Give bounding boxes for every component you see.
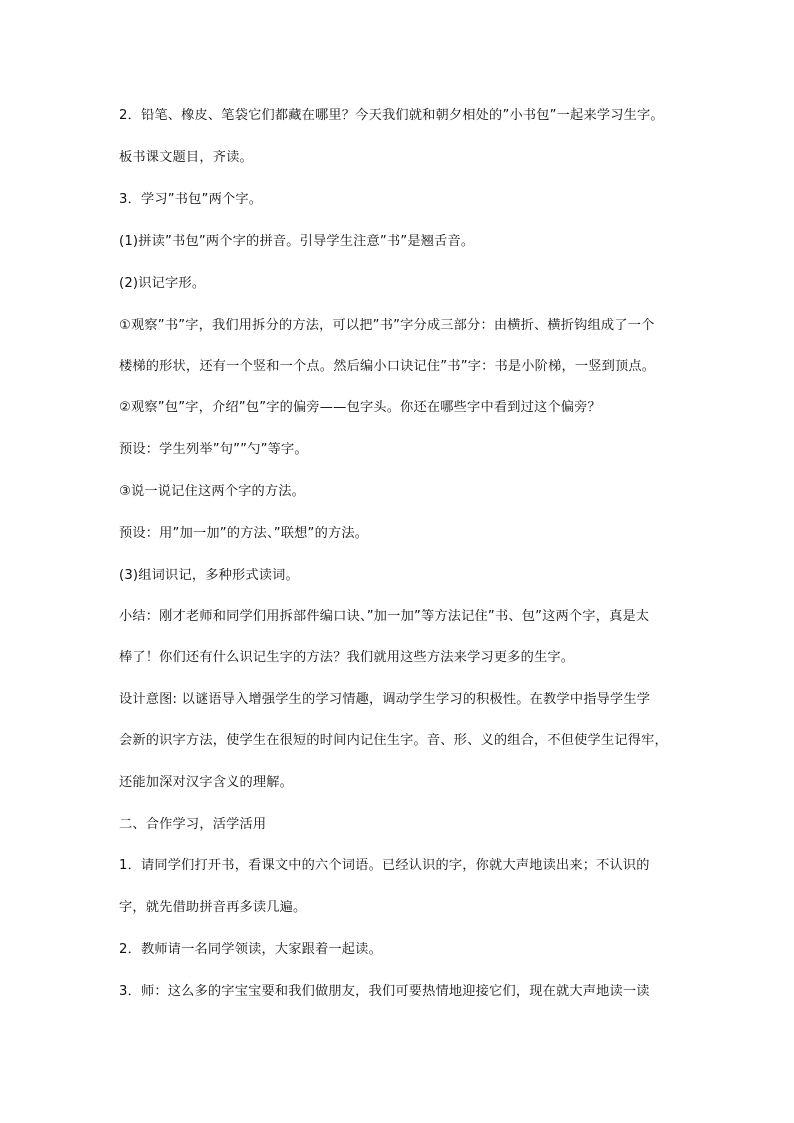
text-line: 设计意图: 以谜语导入增强学生的学习情趣，调动学生学习的积极性。在教学中指导学生学 bbox=[119, 692, 651, 707]
text-line: (1)拼读”书包”两个字的拼音。引导学生注意”书”是翘舌音。 bbox=[119, 234, 475, 249]
text-line: 板书课文题目，齐读。 bbox=[119, 150, 253, 165]
text-line: ①观察”书”字，我们用拆分的方法，可以把”书”字分成三部分：由横折、横折钩组成了一个 bbox=[119, 318, 655, 333]
text-line: (2)识记字形。 bbox=[119, 276, 206, 291]
text-line: 3．学习”书包”两个字。 bbox=[119, 192, 263, 207]
text-line: 还能加深对汉字含义的理解。 bbox=[119, 775, 294, 790]
text-line: 小结：刚才老师和同学们用拆部件编口诀、”加一加”等方法记住”书、包”这两个字，真是太 bbox=[119, 609, 650, 624]
text-line: ②观察”包”字，介绍”包”字的偏旁——包字头。你还在哪些字中看到过这个偏旁？ bbox=[119, 400, 601, 415]
text-line: ③说一说记住这两个字的方法。 bbox=[119, 484, 306, 499]
text-line: 2．教师请一名同学领读，大家跟着一起读。 bbox=[119, 942, 382, 957]
text-line: 1．请同学们打开书，看课文中的六个词语。已经认识的字，你就大声地读出来；不认识的 bbox=[119, 858, 650, 873]
text-line: 棒了！你们还有什么识记生字的方法？我们就用这些方法来学习更多的生字。 bbox=[119, 650, 575, 665]
text-line: 3．师：这么多的字宝宝要和我们做朋友，我们可要热情地迎接它们，现在就大声地读一读 bbox=[119, 984, 650, 999]
text-line: 预设：学生列举”句””勺”等字。 bbox=[119, 442, 308, 457]
text-line: 字，就先借助拼音再多读几遍。 bbox=[119, 900, 307, 915]
text-line: 会新的识字方法，使学生在很短的时间内记住生字。音、形、义的组合，不但使学生记得牢， bbox=[119, 733, 668, 748]
text-line: (3)组词识记，多种形式读词。 bbox=[119, 568, 299, 583]
text-line: 楼梯的形状，还有一个竖和一个点。然后编小口诀记住”书”字：书是小阶梯，一竖到顶点。 bbox=[119, 359, 656, 374]
text-line: 2．铅笔、橡皮、笔袋它们都藏在哪里？今天我们就和朝夕相处的”小书包”一起来学习生字。 bbox=[119, 108, 664, 123]
text-line: 预设：用”加一加”的方法、”联想”的方法。 bbox=[119, 526, 369, 541]
section-heading: 二、合作学习，活学活用 bbox=[119, 817, 267, 832]
